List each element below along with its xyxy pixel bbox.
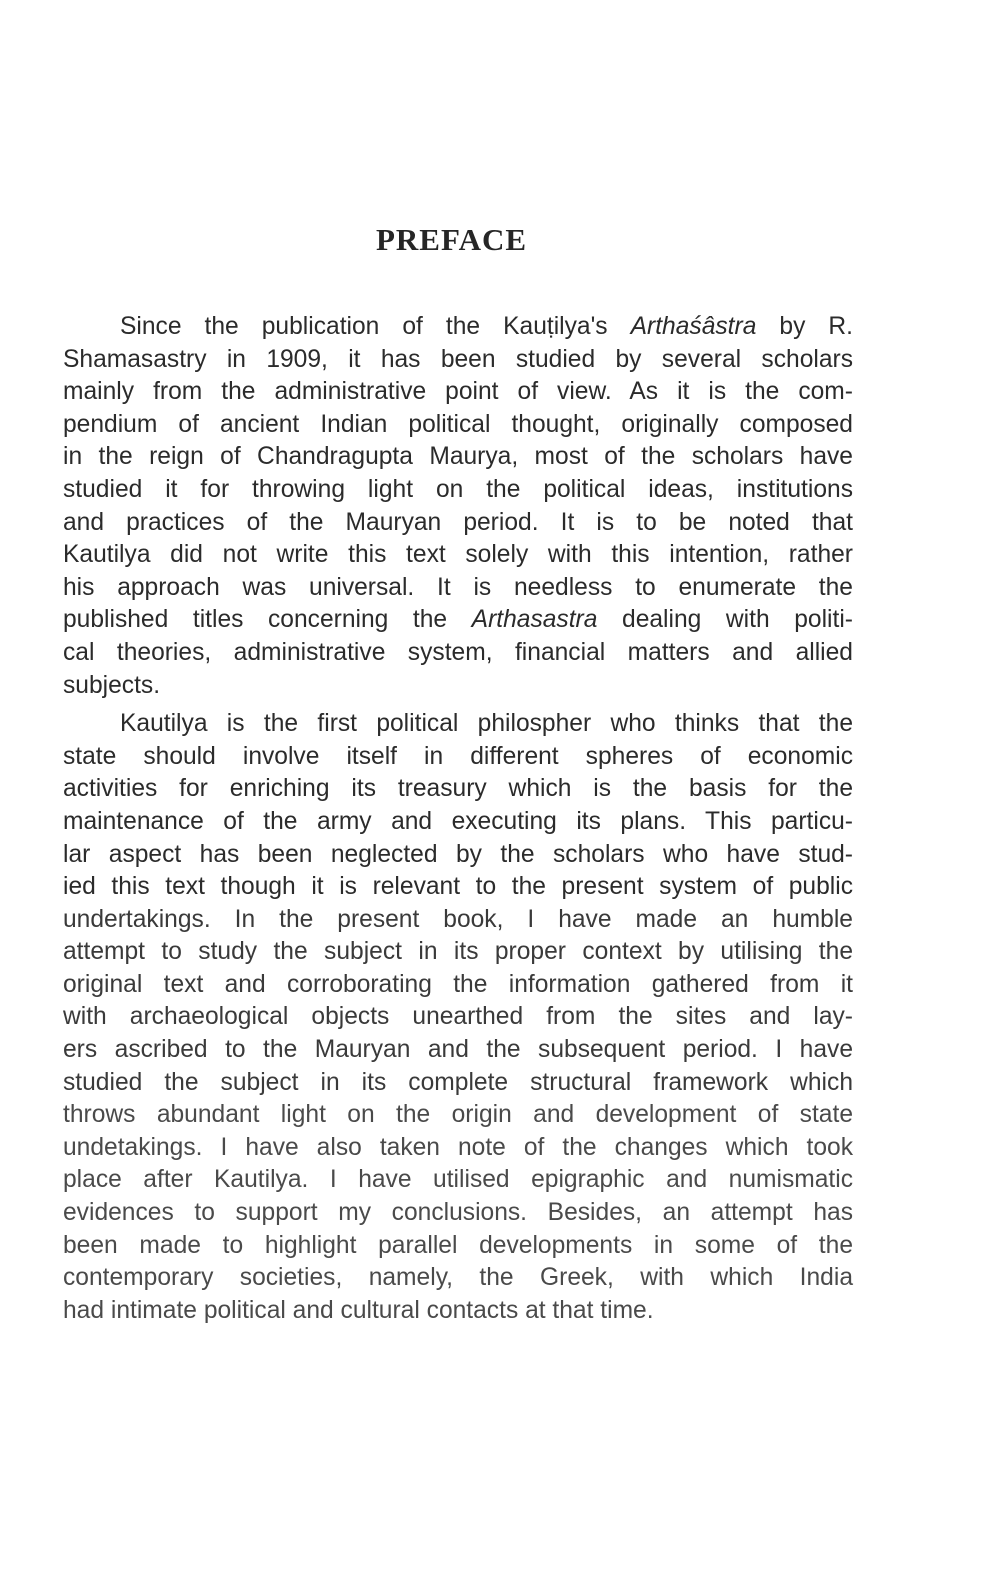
text-line: lar aspect has been neglected by the scholars who have stud-	[63, 840, 853, 868]
page-title: PREFACE	[375, 222, 528, 257]
text-line: undetakings. I have also taken note of the changes which took	[63, 1133, 853, 1161]
italic-title: Arthaśâstra	[630, 313, 757, 340]
text-line: Shamasastry in 1909, it has been studied by several scholars	[63, 345, 853, 373]
paragraph-2	[63, 708, 853, 1327]
text-line: subjects.	[63, 671, 161, 699]
paragraph-1	[63, 311, 853, 702]
text-line: studied the subject in its complete structural framework which	[63, 1068, 853, 1096]
text-line: studied it for throwing light on the political ideas, institutions	[63, 475, 853, 503]
text-line: Kautilya did not write this text solely with this intention, rather	[63, 541, 853, 569]
text-line: state should involve itself in different spheres of economic	[63, 742, 853, 770]
text-line: published titles concerning the Arthasastra dealing with politi-	[63, 606, 853, 634]
text-line: undertakings. In the present book, I have made an humble	[63, 905, 853, 933]
text-line: had intimate political and cultural contacts at that time.	[63, 1296, 654, 1324]
text-line: Kautilya is the first political philospher who thinks that the	[120, 710, 853, 738]
text-line: his approach was universal. It is needless to enumerate the	[63, 573, 853, 601]
preface-body	[63, 311, 853, 1327]
text-line: cal theories, administrative system, financial matters and allied	[63, 638, 853, 666]
text-line: pendium of ancient Indian political thought, originally composed	[63, 410, 853, 438]
text-line: throws abundant light on the origin and development of state	[63, 1101, 853, 1129]
text-line: activities for enriching its treasury which is the basis for the	[63, 775, 853, 803]
text-line: been made to highlight parallel developments in some of the	[63, 1231, 853, 1259]
text-line: in the reign of Chandragupta Maurya, most of the scholars have	[63, 443, 853, 471]
text-line: Since the publication of the Kauṭilya's Arthaśâstra by R.	[120, 313, 854, 340]
text-line: and practices of the Mauryan period. It is to be noted that	[63, 508, 853, 536]
text-line: place after Kautilya. I have utilised epigraphic and numismatic	[63, 1166, 853, 1194]
text-line: original text and corroborating the information gathered from it	[63, 970, 853, 998]
text-line: ers ascribed to the Mauryan and the subsequent period. I have	[63, 1036, 853, 1064]
text-line: maintenance of the army and executing its plans. This particu-	[63, 807, 853, 835]
text-line: ied this text though it is relevant to the present system of public	[63, 873, 853, 901]
text-line: attempt to study the subject in its proper context by utilising the	[63, 938, 853, 966]
text-line: with archaeological objects unearthed from the sites and lay-	[63, 1003, 853, 1031]
text-line: evidences to support my conclusions. Besides, an attempt has	[63, 1199, 853, 1227]
text-line: mainly from the administrative point of view. As it is the com-	[63, 378, 853, 406]
italic-title: Arthasastra	[471, 606, 598, 634]
text-line: contemporary societies, namely, the Greek, with which India	[63, 1264, 853, 1292]
